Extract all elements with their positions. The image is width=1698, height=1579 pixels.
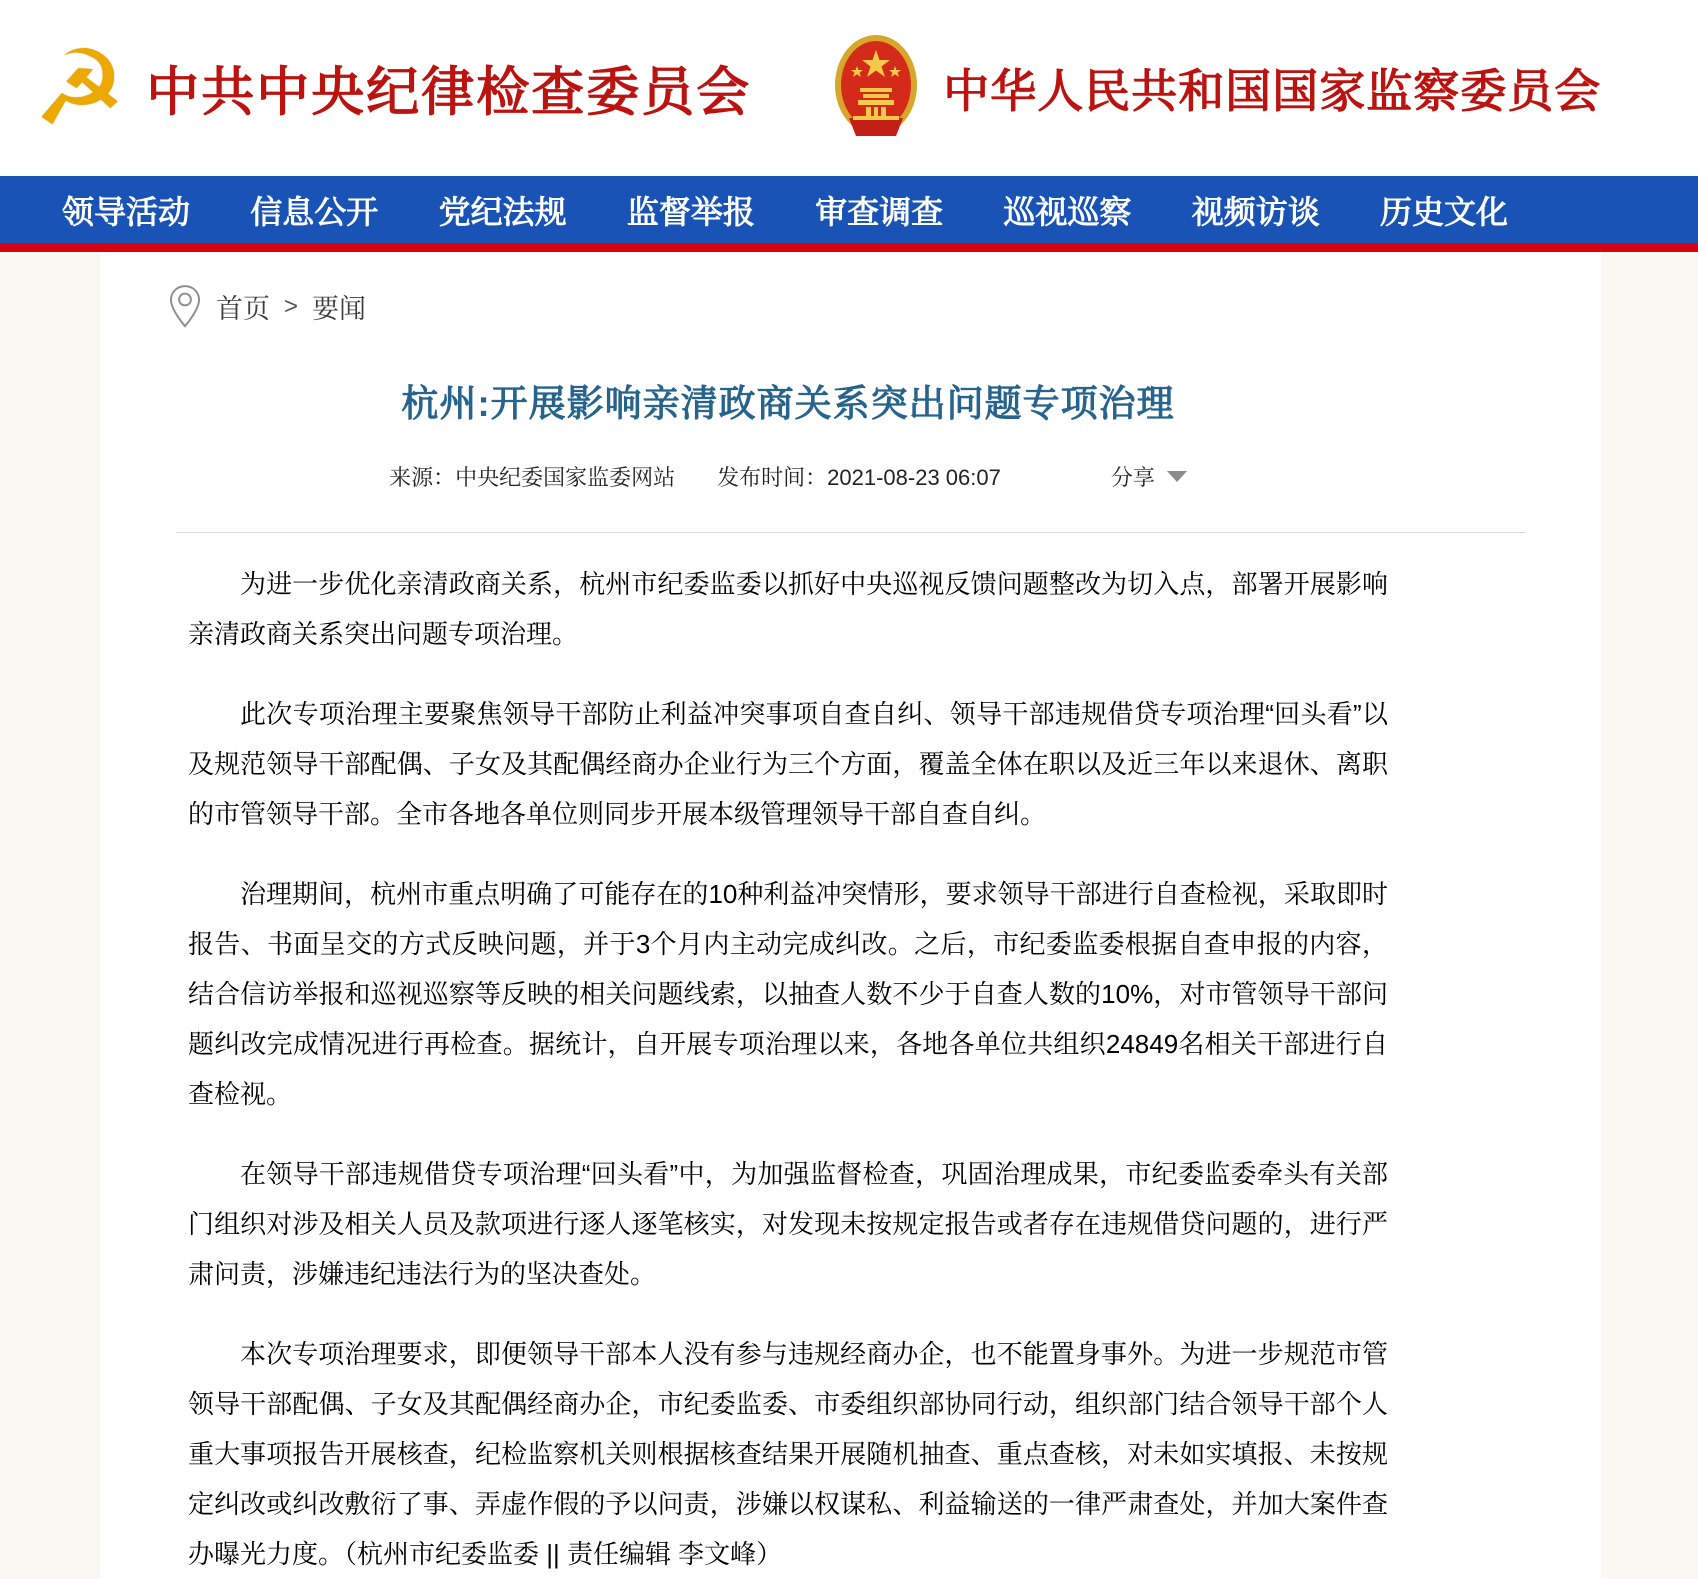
- national-emblem-icon: [833, 32, 919, 144]
- breadcrumb-home-link[interactable]: 首页: [216, 294, 270, 324]
- main-nav: [0, 176, 1698, 243]
- nav-item-video-interviews[interactable]: 视频访谈: [1191, 193, 1320, 230]
- nav-item-leadership-activities[interactable]: 领导活动: [62, 193, 191, 230]
- nav-item-supervision-reporting[interactable]: 监督举报: [626, 193, 755, 230]
- party-emblem-icon: ☭: [33, 27, 127, 149]
- share-button[interactable]: [1111, 461, 1187, 492]
- article-card: [100, 252, 1601, 1579]
- nav-item-party-discipline-regulations[interactable]: 党纪法规: [438, 193, 567, 230]
- breadcrumb: [168, 284, 1601, 329]
- breadcrumb-current-link[interactable]: 要闻: [312, 294, 367, 324]
- location-pin-icon: [168, 284, 202, 329]
- nav-item-history-culture[interactable]: 历史文化: [1379, 193, 1508, 230]
- red-stripe-divider: [0, 243, 1698, 252]
- article-source: 来源：中央纪委国家监委网站: [389, 465, 676, 490]
- breadcrumb-separator: >: [284, 292, 299, 320]
- share-label: 分享: [1110, 465, 1155, 490]
- article-paragraph: 本次专项治理要求，即便领导干部本人没有参与违规经商办企，也不能置身事外。为进一步规范市管领导干部配偶、子女及其配偶经商办企，市纪委监委、市委组织部协同行动，组织部门结合领导干部个人重大事项报告开展核查，纪检监察机关则根据核查结果开展随机抽查、重点查核，对未如实填报、未按规定纠改或纠改敷衍了事、弄虚作假的予以问责，涉嫌以权谋私、利益输送的一律严肃查处，并加大案件查办曝光力度。（杭州市纪委监委 || 责任编辑 李文峰）: [188, 1339, 1388, 1569]
- article-head: [188, 373, 1388, 492]
- nav-item-review-investigation[interactable]: 审查调查: [815, 193, 944, 230]
- nav-item-information-disclosure[interactable]: 信息公开: [250, 193, 379, 230]
- meta-divider: [176, 532, 1526, 533]
- article-paragraph: 在领导干部违规借贷专项治理“回头看”中，为加强监督检查，巩固治理成果，市纪委监委牵头有关部门组织对涉及相关人员及款项进行逐人逐笔核实，对发现未按规定报告或者存在违规借贷问题的，进行严肃问责，涉嫌违纪违法行为的坚决查处。: [188, 1159, 1388, 1289]
- site-header: [0, 0, 1698, 176]
- nsc-brand[interactable]: [833, 32, 1601, 144]
- article-paragraph: 此次专项治理主要聚焦领导干部防止利益冲突事项自查自纠、领导干部违规借贷专项治理“回头看”以及规范领导干部配偶、子女及其配偶经商办企业行为三个方面，覆盖全体在职以及近三年以来退休、离职的市管领导干部。全市各地各单位则同步开展本级管理领导干部自查自纠。: [188, 699, 1388, 829]
- article-publish-time: 发布时间：2021-08-23 06:07: [717, 465, 1001, 490]
- ccdi-brand[interactable]: [33, 27, 752, 149]
- ccdi-title: 中共中央纪律检查委员会: [146, 64, 752, 122]
- article-body: [188, 559, 1388, 1579]
- nsc-title: 中华人民共和国国家监察委员会: [943, 66, 1602, 117]
- chevron-down-icon: [1167, 471, 1187, 482]
- content-area: [0, 252, 1698, 1579]
- nav-item-inspection-patrol[interactable]: 巡视巡察: [1003, 193, 1132, 230]
- article-meta: [188, 461, 1388, 492]
- article-title: 杭州:开展影响亲清政商关系突出问题专项治理: [401, 383, 1175, 424]
- article-paragraph: 治理期间，杭州市重点明确了可能存在的10种利益冲突情形，要求领导干部进行自查检视，采取即时报告、书面呈交的方式反映问题，并于3个月内主动完成纠改。之后，市纪委监委根据自查申报的内容，结合信访举报和巡视巡察等反映的相关问题线索，以抽查人数不少于自查人数的10%，对市管领导干部问题纠改完成情况进行再检查。据统计，自开展专项治理以来，各地各单位共组织24849名相关干部进行自查检视。: [188, 879, 1388, 1109]
- article-paragraph: 为进一步优化亲清政商关系，杭州市纪委监委以抓好中央巡视反馈问题整改为切入点，部署开展影响亲清政商关系突出问题专项治理。: [188, 569, 1388, 649]
